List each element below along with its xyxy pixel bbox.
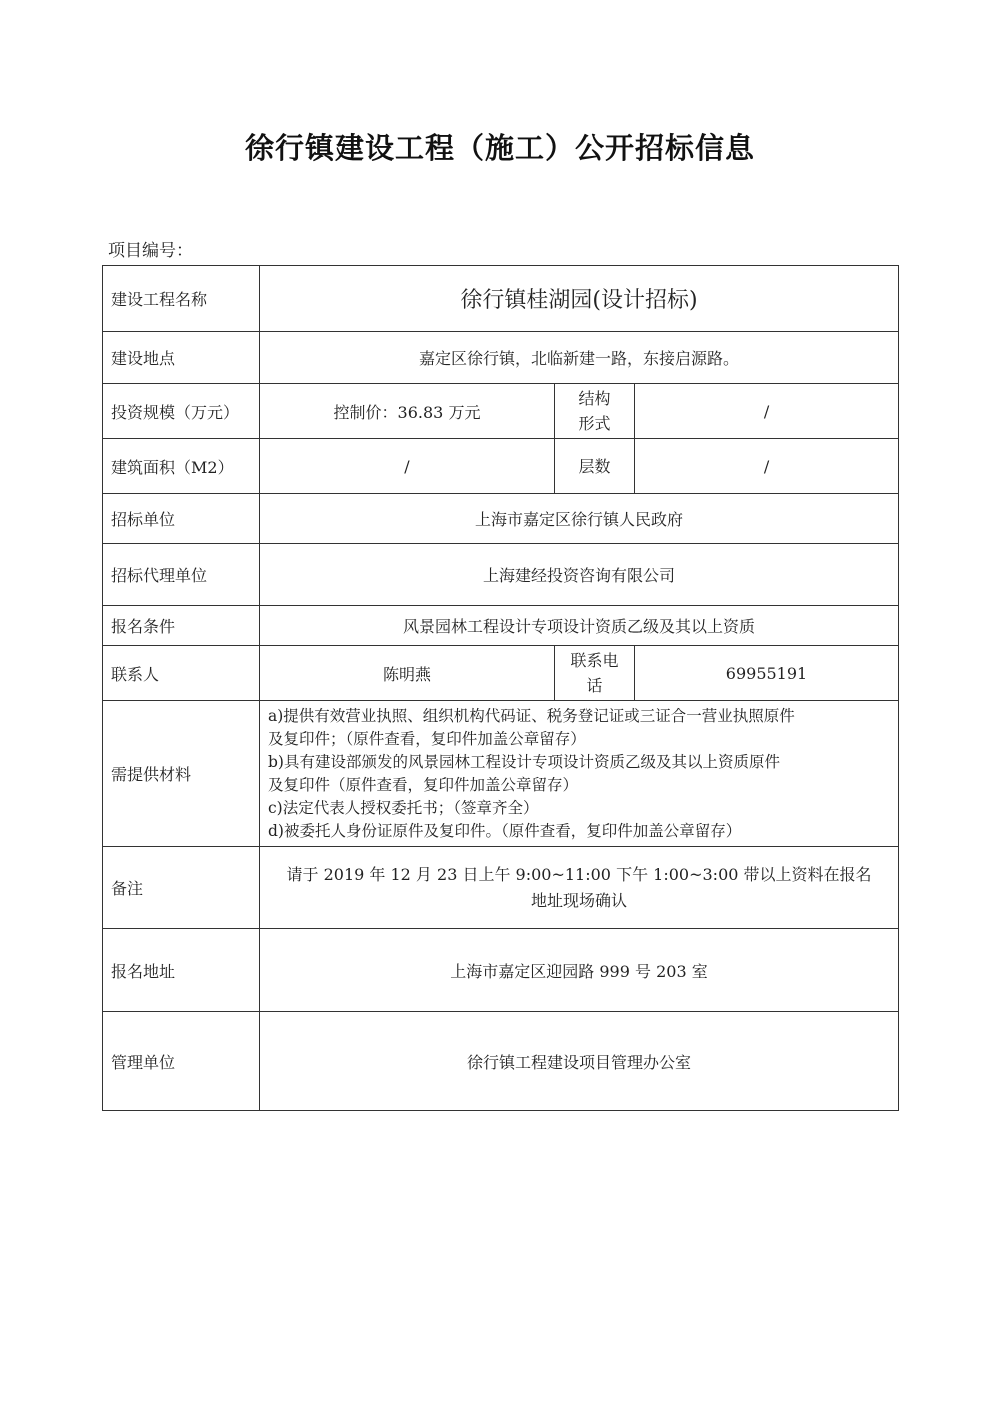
location-value: 嘉定区徐行镇，北临新建一路，东接启源路。 bbox=[260, 332, 899, 384]
area-value: / bbox=[260, 439, 555, 494]
row-area bbox=[103, 439, 899, 494]
phone-value: 69955191 bbox=[635, 646, 899, 701]
row-remarks bbox=[103, 847, 899, 929]
tenderer-label: 招标单位 bbox=[103, 494, 260, 544]
row-location bbox=[103, 332, 899, 384]
materials-item: 及复印件（原件查看，复印件加盖公章留存） bbox=[268, 775, 579, 794]
row-management bbox=[103, 1012, 899, 1111]
remarks-label: 备注 bbox=[103, 847, 260, 929]
phone-label bbox=[555, 646, 635, 701]
row-materials bbox=[103, 701, 899, 847]
structure-form-value: / bbox=[635, 384, 899, 439]
area-label: 建筑面积（M2） bbox=[103, 439, 260, 494]
materials-list bbox=[260, 701, 899, 847]
page-title: 徐行镇建设工程（施工）公开招标信息 bbox=[244, 131, 755, 165]
row-conditions bbox=[103, 606, 899, 646]
tender-info-table bbox=[102, 265, 899, 1111]
row-agent bbox=[103, 544, 899, 606]
remarks-line: 地址现场确认 bbox=[531, 890, 628, 910]
remarks-value bbox=[260, 847, 899, 929]
materials-item: b)具有建设部颁发的风景园林工程设计专项设计资质乙级及其以上资质原件 bbox=[268, 752, 780, 771]
phone-label-line: 话 bbox=[586, 676, 603, 695]
structure-form-label-line: 结构 bbox=[578, 389, 611, 408]
tenderer-value: 上海市嘉定区徐行镇人民政府 bbox=[260, 494, 899, 544]
reg-address-value: 上海市嘉定区迎园路 999 号 203 室 bbox=[260, 929, 899, 1012]
floors-label: 层数 bbox=[555, 439, 635, 494]
management-value: 徐行镇工程建设项目管理办公室 bbox=[260, 1012, 899, 1111]
project-name-value: 徐行镇桂湖园(设计招标) bbox=[260, 266, 899, 332]
materials-item: a)提供有效营业执照、组织机构代码证、税务登记证或三证合一营业执照原件 bbox=[268, 706, 795, 725]
conditions-label: 报名条件 bbox=[103, 606, 260, 646]
materials-item: c)法定代表人授权委托书；（签章齐全） bbox=[268, 798, 539, 817]
row-investment bbox=[103, 384, 899, 439]
row-project-name bbox=[103, 266, 899, 332]
row-reg-address bbox=[103, 929, 899, 1012]
phone-label-line: 联系电 bbox=[570, 651, 619, 670]
materials-item: 及复印件；（原件查看，复印件加盖公章留存） bbox=[268, 729, 586, 748]
investment-label: 投资规模（万元） bbox=[103, 384, 260, 439]
structure-form-label-line: 形式 bbox=[578, 414, 611, 433]
management-label: 管理单位 bbox=[103, 1012, 260, 1111]
location-label: 建设地点 bbox=[103, 332, 260, 384]
reg-address-label: 报名地址 bbox=[103, 929, 260, 1012]
agent-label: 招标代理单位 bbox=[103, 544, 260, 606]
agent-value: 上海建经投资咨询有限公司 bbox=[260, 544, 899, 606]
structure-form-label bbox=[555, 384, 635, 439]
materials-label: 需提供材料 bbox=[103, 701, 260, 847]
investment-value: 控制价：36.83 万元 bbox=[260, 384, 555, 439]
materials-item: d)被委托人身份证原件及复印件。（原件查看，复印件加盖公章留存） bbox=[268, 821, 742, 840]
row-contact bbox=[103, 646, 899, 701]
project-name-label: 建设工程名称 bbox=[103, 266, 260, 332]
contact-label: 联系人 bbox=[103, 646, 260, 701]
row-tenderer bbox=[103, 494, 899, 544]
project-number-label: 项目编号： bbox=[108, 241, 193, 261]
conditions-value: 风景园林工程设计专项设计资质乙级及其以上资质 bbox=[260, 606, 899, 646]
contact-value: 陈明燕 bbox=[260, 646, 555, 701]
remarks-line: 请于 2019 年 12 月 23 日上午 9:00~11:00 下午 1:00~3:00 带以上资料在报名 bbox=[286, 864, 872, 884]
floors-value: / bbox=[635, 439, 899, 494]
